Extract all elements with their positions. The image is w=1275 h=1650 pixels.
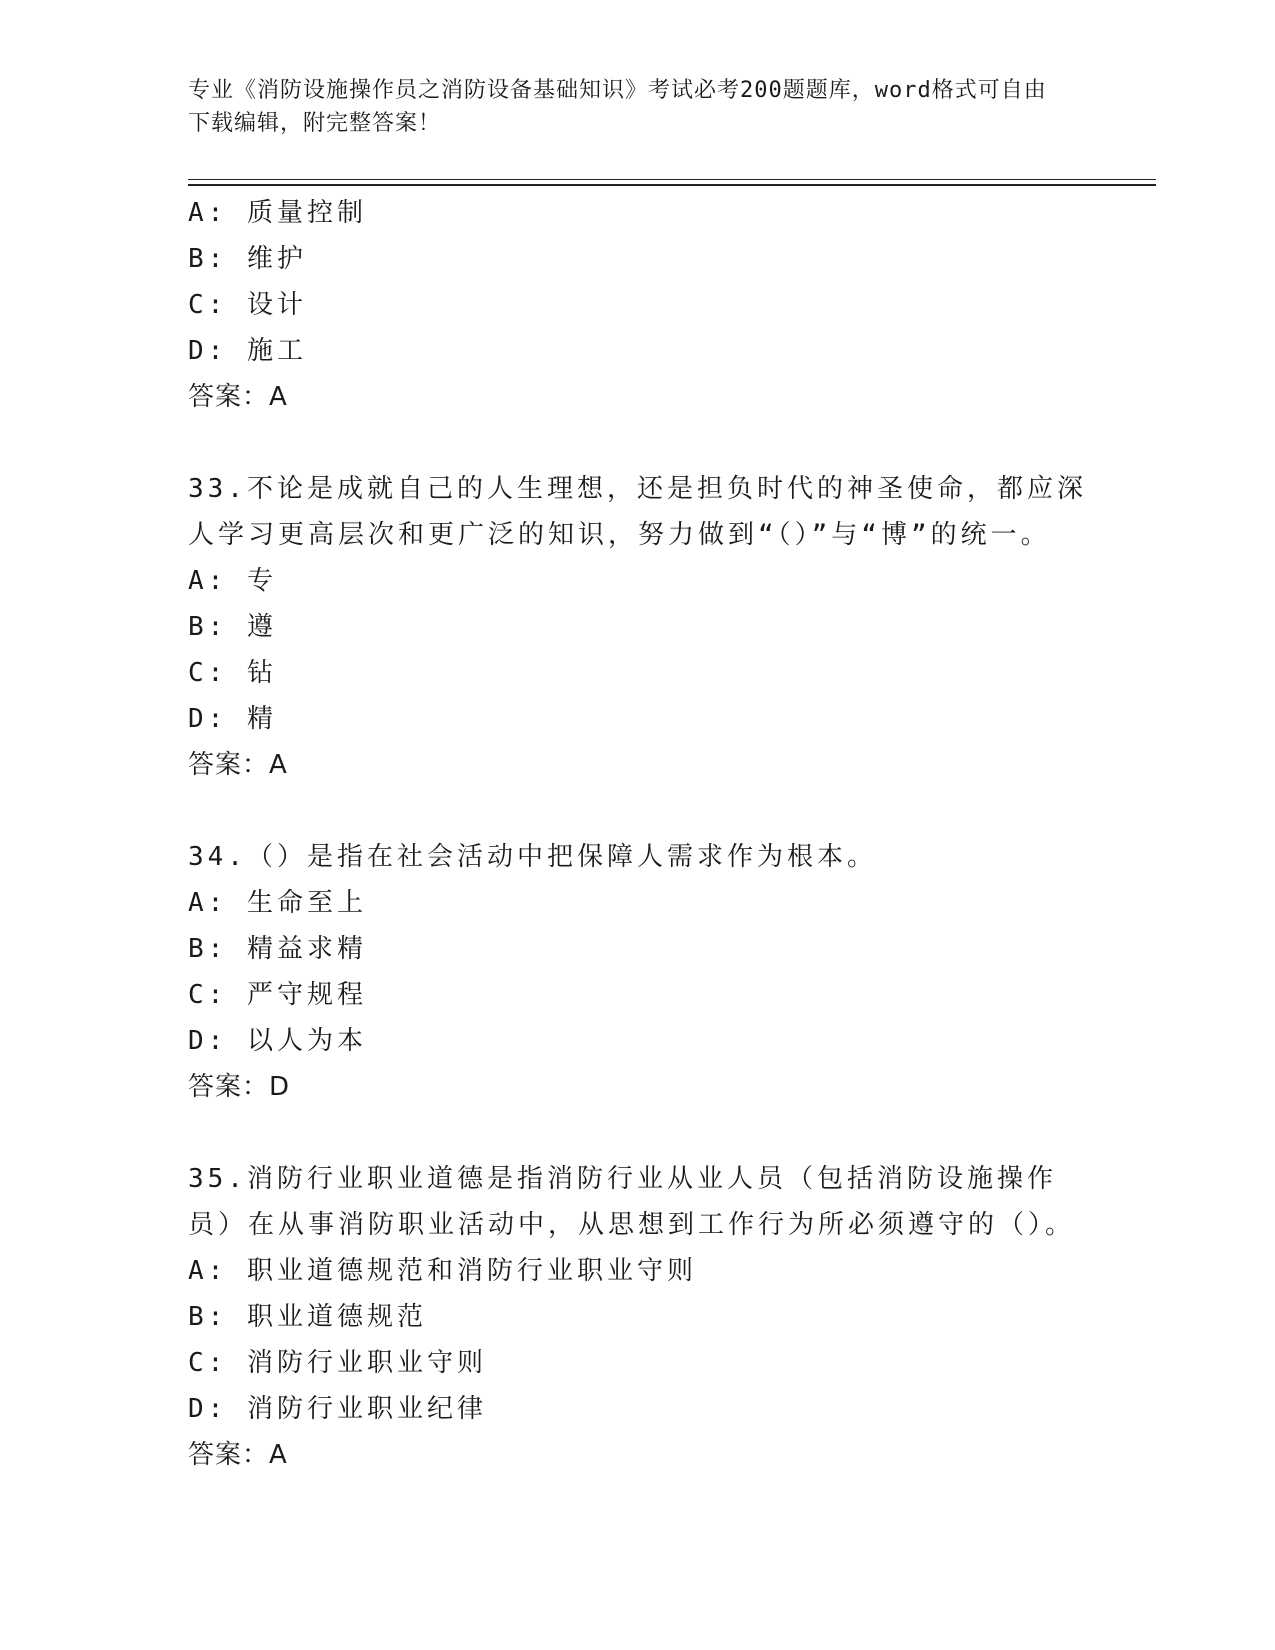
page-header: [188, 74, 1068, 140]
option-d: D: 精: [188, 704, 277, 734]
question-33: [188, 466, 1088, 788]
answer-line: 答案：D: [188, 1072, 291, 1102]
header-rule-thin: [188, 179, 1156, 180]
answer-line: 答案：A: [188, 1440, 288, 1470]
answer-line: 答案：A: [188, 750, 288, 780]
option-b: B: 维护: [188, 244, 307, 274]
answer-line: 答案：A: [188, 382, 288, 412]
option-d: D: 消防行业职业纪律: [188, 1394, 487, 1424]
option-a: A: 生命至上: [188, 888, 367, 918]
question-stem: 34.（）是指在社会活动中把保障人需求作为根本。: [188, 842, 877, 872]
option-b: B: 遵: [188, 612, 277, 642]
header-rule-thick: [188, 184, 1156, 186]
option-a: A: 质量控制: [188, 198, 367, 228]
question-stem: 33.不论是成就自己的人生理想，还是担负时代的神圣使命，都应深人学习更高层次和更广泛的知识，努力做到“（）”与“博”的统一。: [188, 474, 1087, 550]
question-34: [188, 834, 1088, 1110]
option-b: B: 职业道德规范: [188, 1302, 427, 1332]
document-body: [188, 190, 1088, 1478]
option-c: C: 设计: [188, 290, 307, 320]
option-b: B: 精益求精: [188, 934, 367, 964]
option-c: C: 消防行业职业守则: [188, 1348, 487, 1378]
question-35: [188, 1156, 1088, 1478]
option-c: C: 钻: [188, 658, 277, 688]
option-d: D: 施工: [188, 336, 307, 366]
question-fragment: [188, 190, 1088, 420]
option-d: D: 以人为本: [188, 1026, 367, 1056]
page-title: 专业《消防设施操作员之消防设备基础知识》考试必考200题题库，word格式可自由下载编辑，附完整答案！: [188, 78, 1047, 136]
question-stem: 35.消防行业职业道德是指消防行业从业人员（包括消防设施操作员）在从事消防职业活动中，从思想到工作行为所必须遵守的（）。: [188, 1164, 1076, 1240]
option-a: A: 专: [188, 566, 277, 596]
option-a: A: 职业道德规范和消防行业职业守则: [188, 1256, 697, 1286]
option-c: C: 严守规程: [188, 980, 367, 1010]
